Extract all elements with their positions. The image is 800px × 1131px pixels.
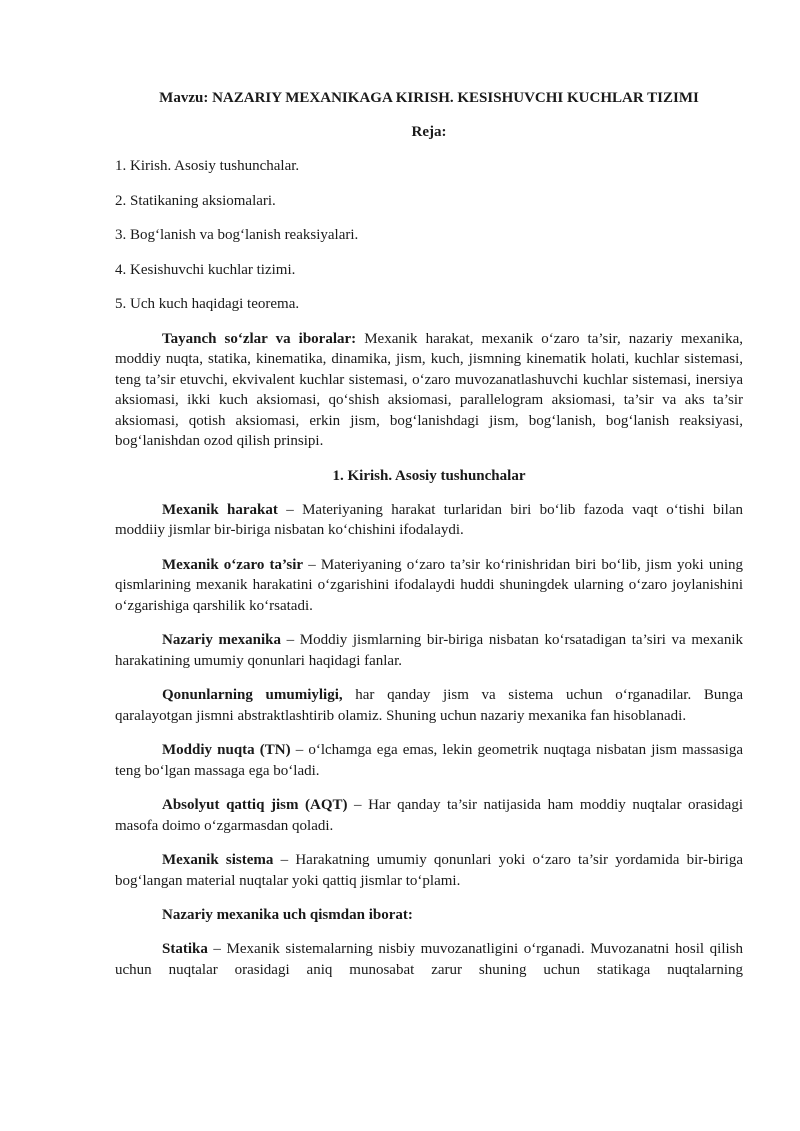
keywords-paragraph (115, 329, 743, 452)
definition-term: Absolyut qattiq jism (AQT) (162, 797, 348, 813)
definition-paragraph (115, 740, 743, 781)
plan-item: 2. Statikaning aksiomalari. (115, 192, 276, 209)
plan-item: 1. Kirish. Asosiy tushunchalar. (115, 158, 300, 174)
definition-paragraph (115, 685, 743, 726)
definition-term: Qonunlarning umumiyligi, (162, 687, 343, 703)
plan-list (115, 156, 743, 314)
document-page (115, 88, 743, 994)
definition-paragraph (115, 500, 743, 541)
definition-text: – Materiyaning harakat turlaridan biri bo‘lib fazoda vaqt o‘tishi bilan moddiiy jismlar bir-biriga nisbatan ko‘chishini ifodalaydi. (115, 501, 743, 538)
parts-heading: Nazariy mexanika uch qismdan iborat: (162, 907, 413, 923)
definition-text: har qanday jism va sistema uchun o‘rganadilar. Bunga qaralayotgan jismni abstraktlashtirib olamiz. Shuning uchun nazariy mexanika fan hisoblanadi. (115, 687, 744, 724)
definition-term: Mexanik sistema (162, 852, 274, 868)
plan-item: 3. Bog‘lanish va bog‘lanish reaksiyalari. (115, 227, 359, 243)
definition-term: Moddiy nuqta (TN) (162, 742, 291, 758)
definition-text: – Har qanday ta’sir natijasida ham moddiy nuqtalar orasidagi masofa doimo o‘zgarmasdan qoladi. (115, 797, 743, 834)
definition-term: Mexanik harakat (162, 501, 278, 518)
definition-text: – o‘lchamga ega emas, lekin geometrik nuqtaga nisbatan jism massasiga teng bo‘lgan massaga ega bo‘ladi. (115, 742, 743, 779)
document-title: Mavzu: NAZARIY MEXANIKAGA KIRISH. KESISHUVCHI KUCHLAR TIZIMI (159, 90, 699, 106)
definition-text: – Harakatning umumiy qonunlari yoki o‘zaro ta’sir yordamida bir-biriga bog‘langan material nuqtalar yoki qattiq jismlar to‘plami. (115, 852, 743, 889)
plan-item: 4. Kesishuvchi kuchlar tizimi. (115, 261, 296, 278)
definition-text: – Moddiy jismlarning bir-biriga nisbatan ko‘rsatadigan ta’siri va mexanik harakatining umumiy qonunlari haqidagi fanlar. (115, 632, 743, 669)
definition-term: Nazariy mexanika (162, 632, 281, 648)
definition-paragraph (115, 630, 743, 671)
definition-paragraph (115, 850, 743, 891)
definition-term: Mexanik o‘zaro ta’sir (162, 556, 304, 573)
plan-item: 5. Uch kuch haqidagi teorema. (115, 296, 300, 312)
keywords-term: Tayanch so‘zlar va iboralar: (162, 330, 357, 347)
keywords-text: Mexanik harakat, mexanik o‘zaro ta’sir, nazariy mexanika, moddiy nuqta, statika, kinematika, dinamika, jism, kuch, jismning kinematik holati, kuchlar sistemasi, teng ta’sir etuvchi, ekvivalent kuchlar sistemasi, o‘zaro muvozanatlashuvchi kuchlar sistemasi, inersiya aksiomasi, ikki kuch aksiomasi, qo‘shish aksiomasi, parallelogram aksiomasi, ta’sir va aks ta’sir aksiomasi, qotish aksiomasi, erkin jism, bog‘lanishdagi jism, bog‘lanish, bog‘lanish reaksiyasi, bog‘lanishdan ozod qilish prinsipi. (115, 330, 743, 449)
definition-paragraph (115, 555, 743, 617)
definition-paragraph (115, 795, 743, 836)
statika-term: Statika (162, 941, 208, 957)
statika-text: – Mexanik sistemalarning nisbiy muvozanatligini o‘rganadi. Muvozanatni hosil qilish uchun nuqtalar orasidagi aniq munosabat zarur shuning uchun statikaga nuqtalarning (115, 941, 743, 978)
section-title: 1. Kirish. Asosiy tushunchalar (332, 467, 526, 484)
definition-text: – Materiyaning o‘zaro ta’sir ko‘rinishridan biri bo‘lib, jism yoki uning qismlarining mexanik harakatini o‘zgarishini ifodalaydi huddi shuningdek ularning o‘zaro joylanishini o‘zgarishiga qarshilik ko‘rsatadi. (115, 556, 743, 614)
statika-paragraph (115, 939, 743, 980)
plan-heading: Reja: (411, 124, 447, 140)
